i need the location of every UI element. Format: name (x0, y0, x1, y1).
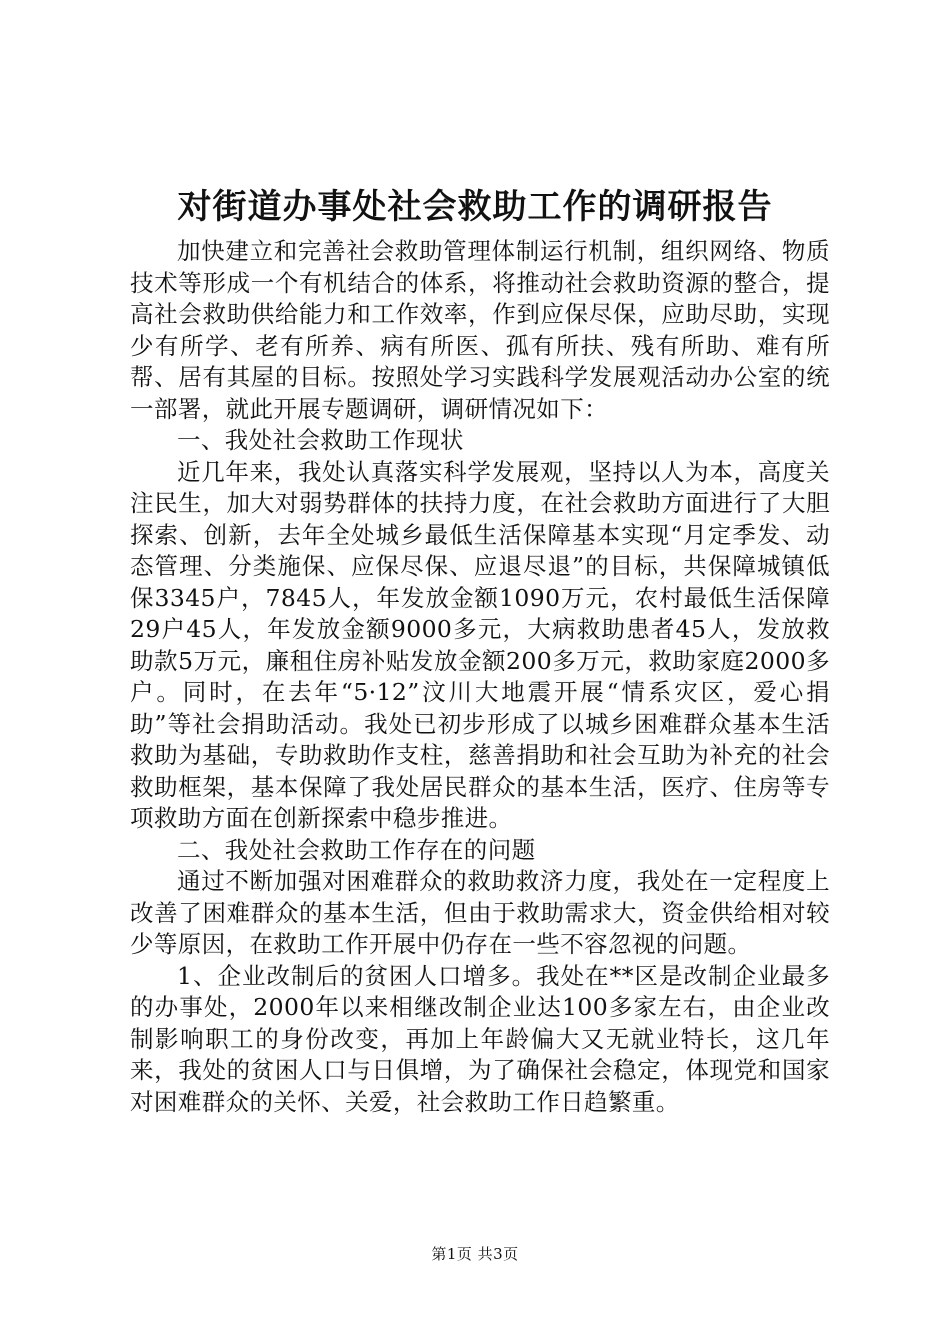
problem-item-1-paragraph: 1、企业改制后的贫困人口增多。我处在**区是改制企业最多的办事处，2000年以来相继改制企业达100多家左右，由企业改制影响职工的身份改变，再加上年龄偏大又无就业特长，这几年来，我处的贫困人口与日俱增，为了确保社会稳定，体现党和国家对困难群众的关怀、关爱，社会救助工作日趋繁重。 (130, 961, 830, 1116)
section-heading-status: 一、我处社会救助工作现状 (177, 426, 464, 454)
page-footer: 第1页 共3页 (431, 1245, 519, 1263)
document-body (130, 236, 830, 1118)
problems-paragraph: 通过不断加强对困难群众的救助救济力度，我处在一定程度上改善了困难群众的基本生活，但由于救助需求大，资金供给相对较少等原因，在救助工作开展中仍存在一些不容忽视的问题。 (130, 867, 830, 958)
intro-paragraph: 加快建立和完善社会救助管理体制运行机制，组织网络、物质技术等形成一个有机结合的体系，将推动社会救助资源的整合，提高社会救助供给能力和工作效率，作到应保尽保，应助尽助，实现少有所学、老有所养、病有所医、孤有所扶、残有所助、难有所帮、居有其屋的目标。按照处学习实践科学发展观活动办公室的统一部署，就此开展专题调研，调研情况如下： (130, 237, 830, 423)
status-paragraph: 近几年来，我处认真落实科学发展观，坚持以人为本，高度关注民生，加大对弱势群体的扶持力度，在社会救助方面进行了大胆探索、创新，去年全处城乡最低生活保障基本实现“月定季发、动态管理、分类施保、应保尽保、应退尽退”的目标，共保障城镇低保3345户，7845人，年发放金额1090万元，农村最低生活保障29户45人，年发放金额9000多元，大病救助患者45人，发放救助款5万元，廉租住房补贴发放金额200多万元，救助家庭2000多户。同时，在去年“5·12”汶川大地震开展“情系灾区，爱心捐助”等社会捐助活动。我处已初步形成了以城乡困难群众基本生活救助为基础，专助救助作支柱，慈善捐助和社会互助为补充的社会救助框架，基本保障了我处居民群众的基本生活，医疗、住房等专项救助方面在创新探索中稳步推进。 (130, 457, 830, 832)
document-title: 对街道办事处社会救助工作的调研报告 (177, 187, 773, 227)
section-heading-problems: 二、我处社会救助工作存在的问题 (177, 835, 536, 864)
